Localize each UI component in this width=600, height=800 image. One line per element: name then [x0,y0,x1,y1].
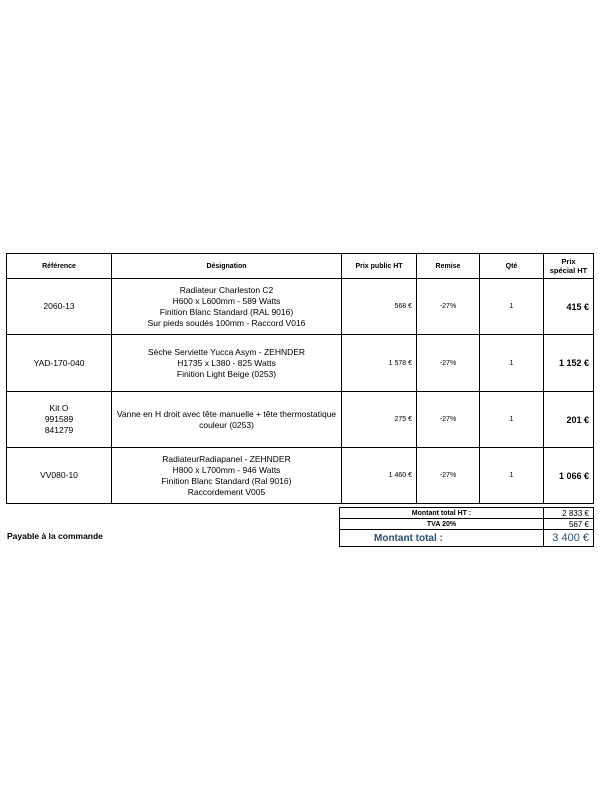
designation-cell [112,448,342,504]
table-row [7,335,594,392]
header-special-price: Prix spécial HT [544,254,594,279]
public-price-cell: 275 € [342,392,417,448]
table-row [7,448,594,504]
discount-cell: -27% [417,392,480,448]
discount-cell: -27% [417,279,480,335]
subtotal-row [340,508,594,519]
reference-line: 991589 [44,414,74,424]
designation-line: couleur (0253) [199,419,254,430]
reference-cell [7,335,112,392]
designation-line: RadiateurRadiapanel - ZEHNDER [162,453,291,464]
public-price-cell: 568 € [342,279,417,335]
designation-line: Raccordement V005 [187,486,266,497]
quantity-cell: 1 [480,279,544,335]
reference-line: VV080-10 [40,470,78,480]
vat-value: 567 € [544,519,594,530]
reference-line: YAD-170-040 [33,357,85,368]
special-price-cell: 415 € [544,279,594,335]
grand-total-row [340,530,594,547]
designation-line: Finition Light Beige (0253) [176,368,277,379]
payment-terms-note: Payable à la commande [7,531,103,541]
totals-table [339,507,594,547]
special-price-cell: 1 066 € [544,448,594,504]
public-price-cell: 1 578 € [342,335,417,392]
vat-row [340,519,594,530]
discount-cell: -27% [417,448,480,504]
header-row [7,254,594,279]
quote-table [6,253,594,504]
designation-line: H1735 x L380 - 825 Watts [177,357,276,368]
table-row [7,279,594,335]
designation-line: Vanne en H droit avec tête manuelle + tête thermostatique [116,408,337,419]
special-price-cell: 201 € [544,392,594,448]
header-designation: Désignation [112,254,342,279]
designation-line: H800 x L700mm - 946 Watts [172,464,281,475]
reference-cell [7,448,112,504]
designation-line: Sur pieds soudés 100mm - Raccord V016 [147,317,306,328]
designation-line: Finition Blanc Standard (Ral 9016) [161,475,292,486]
designation-cell [112,392,342,448]
designation-line: Sèche Serviette Yucca Asym - ZEHNDER [147,346,306,357]
quantity-cell: 1 [480,448,544,504]
public-price-cell: 1 460 € [342,448,417,504]
designation-cell [112,335,342,392]
subtotal-label: Montant total HT : [340,508,544,519]
header-public-price: Prix public HT [342,254,417,279]
designation-line: Radiateur Charleston C2 [179,284,274,295]
quantity-cell: 1 [480,392,544,448]
grand-total-value: 3 400 € [544,530,594,547]
reference-cell [7,279,112,335]
designation-line: H600 x L600mm - 589 Watts [172,295,281,306]
reference-line: Kit O [49,403,69,413]
header-reference: Référence [7,254,112,279]
subtotal-value: 2 833 € [544,508,594,519]
header-quantity: Qté [480,254,544,279]
designation-cell [112,279,342,335]
discount-cell: -27% [417,335,480,392]
special-price-cell: 1 152 € [544,335,594,392]
designation-line: Finition Blanc Standard (RAL 9016) [159,306,294,317]
quantity-cell: 1 [480,335,544,392]
reference-cell [7,392,112,448]
grand-total-label: Montant total : [340,530,544,547]
table-row [7,392,594,448]
reference-line: 841279 [44,425,74,435]
reference-line: 2060-13 [43,301,75,311]
vat-label: TVA 20% [340,519,544,530]
header-discount: Remise [417,254,480,279]
